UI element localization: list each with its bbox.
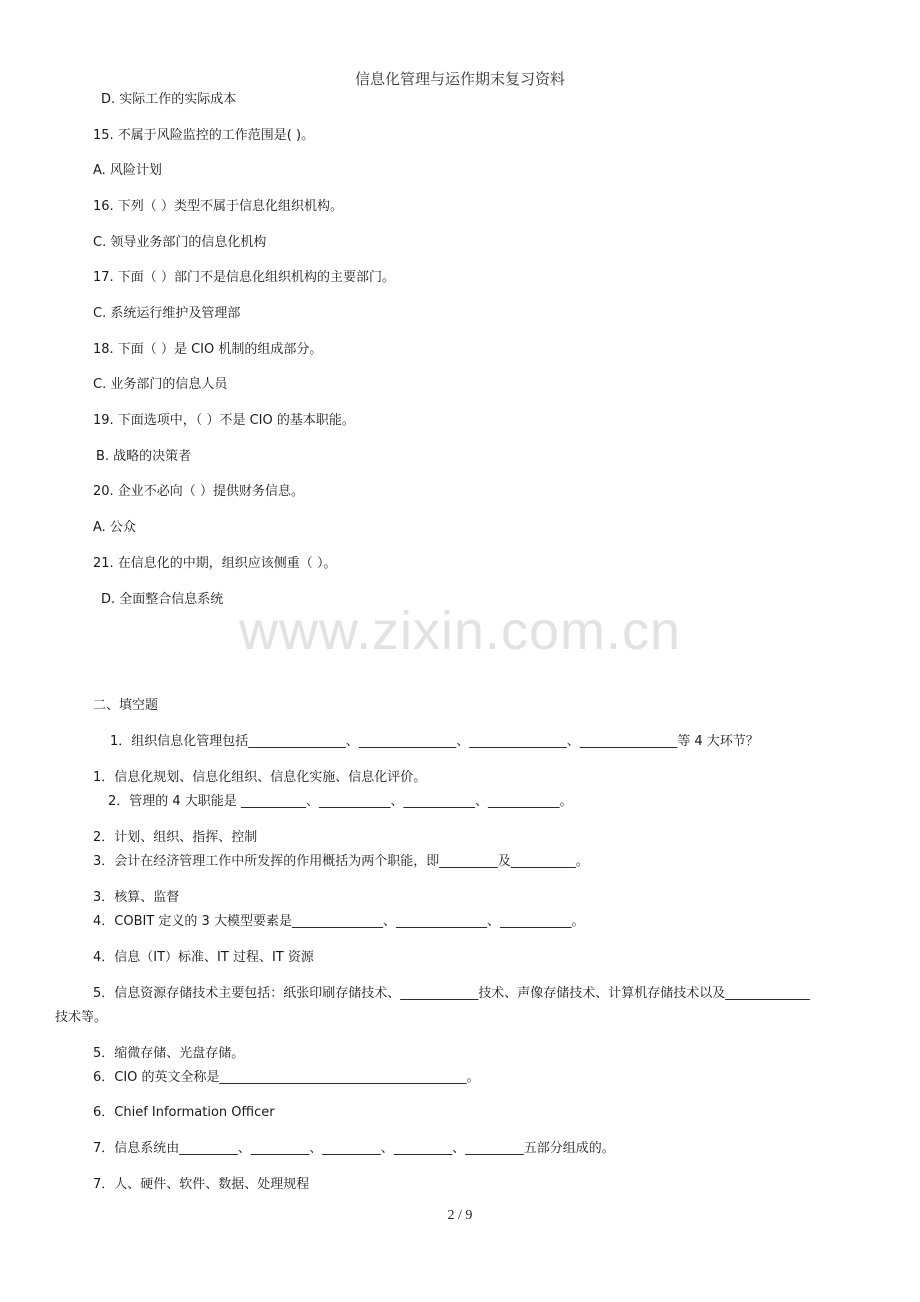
answer-line: 2．计划、组织、指挥、控制 [93, 830, 258, 845]
section-heading: 二、填空题 [93, 698, 159, 713]
question-line: 17. 下面（ ）部门不是信息化组织机构的主要部门。 [93, 270, 395, 285]
answer-line: 5．缩微存储、光盘存储。 [93, 1046, 245, 1061]
question-line: 21. 在信息化的中期，组织应该侧重（ ）。 [93, 556, 337, 571]
answer-line: A. 公众 [93, 520, 136, 535]
answer-line: C. 领导业务部门的信息化机构 [93, 235, 267, 250]
question-line: 4．COBIT 定义的 3 大模型要素是______________、______________、___________。 [93, 914, 585, 929]
answer-line: B. 战略的决策者 [96, 449, 192, 464]
question-line: 3．会计在经济管理工作中所发挥的作用概括为两个职能，即_________及__________。 [93, 854, 589, 869]
answer-line: A. 风险计划 [93, 163, 162, 178]
answer-line: 6．Chief Information Officer [93, 1105, 275, 1120]
question-line: 15. 不属于风险监控的工作范围是( )。 [93, 128, 315, 143]
answer-line: D. 全面整合信息系统 [101, 592, 224, 607]
question-line: 19. 下面选项中，（ ）不是 CIO 的基本职能。 [93, 413, 355, 428]
question-line-continued: 技术等。 [55, 1010, 108, 1025]
question-line: 6．CIO 的英文全称是______________________________________。 [93, 1070, 480, 1085]
answer-line: 4．信息（IT）标准、IT 过程、IT 资源 [93, 950, 314, 965]
answer-line: C. 业务部门的信息人员 [93, 377, 228, 392]
page-number: 2 / 9 [447, 1208, 473, 1223]
question-line: 18. 下面（ ）是 CIO 机制的组成部分。 [93, 342, 323, 357]
question-line: 20. 企业不必向（ ）提供财务信息。 [93, 484, 304, 499]
answer-line: 7．人、硬件、软件、数据、处理规程 [93, 1177, 310, 1192]
answer-line: C. 系统运行维护及管理部 [93, 306, 241, 321]
question-line: 16. 下列（ ）类型不属于信息化组织机构。 [93, 199, 343, 214]
question-line: 7．信息系统由_________、_________、_________、_________、_________五部分组成的。 [93, 1141, 615, 1156]
question-line: 2．管理的 4 大职能是 __________、___________、___________、___________。 [108, 794, 573, 809]
answer-line: 3．核算、监督 [93, 890, 180, 905]
answer-line: 1．信息化规划、信息化组织、信息化实施、信息化评价。 [93, 770, 427, 785]
question-line: 5．信息资源存储技术主要包括：纸张印刷存储技术、____________技术、声像存储技术、计算机存储技术以及_____________ [93, 986, 810, 1001]
question-line: 1．组织信息化管理包括_______________、_______________、_______________、_______________等 4 大环节？ [110, 734, 759, 749]
answer-line: D. 实际工作的实际成本 [101, 92, 237, 107]
watermark: www.zixin.com.cn [238, 601, 682, 661]
page-header-title: 信息化管理与运作期末复习资料 [354, 70, 565, 88]
